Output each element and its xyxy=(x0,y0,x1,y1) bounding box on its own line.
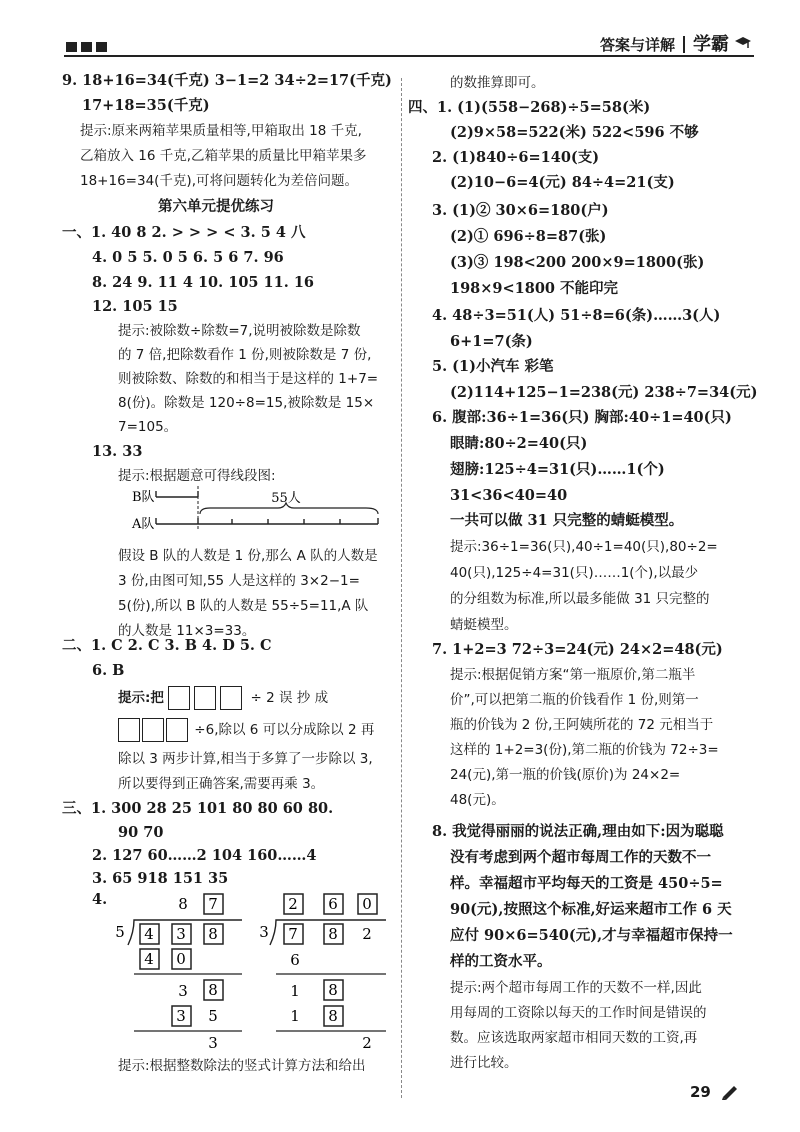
q6-hint-text-2: ÷6,除以 6 可以分成除以 2 再 xyxy=(194,722,375,738)
svg-text:8: 8 xyxy=(328,1007,338,1025)
s4-1b: (2)9×58=522(米) 522<596 不够 xyxy=(450,124,699,141)
q12-hint-3: 则被除数、除数的和相当于是这样的 1+7= xyxy=(118,371,379,387)
s4-8f: 样的工资水平。 xyxy=(450,953,552,970)
s4-1a: 四、1. (1)(558−268)÷5=58(米) xyxy=(408,99,651,116)
s4-5b: (2)114+125−1=238(元) 238÷7=34(元) xyxy=(450,384,758,401)
s4-8e: 应付 90×6=540(元),才与幸福超市保持一 xyxy=(450,927,733,944)
s4-6c: 翅膀:125÷4=31(只)……1(个) xyxy=(450,461,665,478)
people-label: 55人 xyxy=(271,491,301,506)
s4-6a: 6. 腹部:36÷1=36(只) 胸部:40÷1=40(只) xyxy=(432,409,732,426)
pencil-icon xyxy=(720,1082,740,1100)
s4-3a: 3. (1)② 30×6=180(户) xyxy=(432,202,609,219)
q8-hint-2: 用每周的工资除以每天的工作时间是错误的 xyxy=(450,1005,707,1021)
s4-6b: 眼睛:80÷2=40(只) xyxy=(450,435,588,452)
section-title: 第六单元提优练习 xyxy=(158,199,274,215)
q7-hint-5: 24(元),第一瓶的价钱(原价)为 24×2= xyxy=(450,767,681,783)
s1-line-4: 12. 105 15 xyxy=(92,298,178,315)
svg-text:8: 8 xyxy=(178,895,188,913)
svg-text:1: 1 xyxy=(290,1007,300,1025)
section-label: 答案与详解 xyxy=(600,36,676,54)
svg-text:2: 2 xyxy=(288,895,298,913)
q6r-hint-3: 的分组数为标准,所以最多能做 31 只完整的 xyxy=(450,591,710,607)
s3-line-1: 三、1. 300 28 25 101 80 80 60 80. xyxy=(62,800,334,817)
q7-hint-6: 48(元)。 xyxy=(450,792,505,808)
s1-line-3: 8. 24 9. 11 4 10. 105 11. 16 xyxy=(92,274,315,291)
q13-expl-1: 假设 B 队的人数是 1 份,那么 A 队的人数是 xyxy=(118,548,378,564)
s3-line-3: 2. 127 60……2 104 160……4 xyxy=(92,847,317,864)
final-hint: 提示:根据整数除法的竖式计算方法和给出 xyxy=(118,1058,366,1074)
s2-line-1: 二、1. C 2. C 3. B 4. D 5. C xyxy=(62,637,272,654)
s4-3c: (3)③ 198<200 200×9=1800(张) xyxy=(450,254,705,271)
q12-hint-2: 的 7 倍,把除数看作 1 份,则被除数是 7 份, xyxy=(118,347,372,363)
svg-text:5: 5 xyxy=(208,1007,218,1025)
q6-hint-3: 除以 3 两步计算,相当于多算了一步除以 3, xyxy=(118,751,373,767)
svg-text:0: 0 xyxy=(362,895,372,913)
q13-hint: 提示:根据题意可得线段图: xyxy=(118,468,276,484)
s4-8c: 样。幸福超市平均每天的工资是 450÷5= xyxy=(450,875,723,892)
q13-expl-3: 5(份),所以 B 队的人数是 55÷5=11,A 队 xyxy=(118,598,369,614)
svg-text:3: 3 xyxy=(176,1007,186,1025)
svg-text:8: 8 xyxy=(328,925,338,943)
svg-text:3: 3 xyxy=(259,923,269,941)
q9-hint-2: 乙箱放入 16 千克,乙箱苹果的质量比甲箱苹果多 xyxy=(80,148,367,164)
q9-hint-3: 18+16=34(千克),可将问题转化为差倍问题。 xyxy=(80,173,358,189)
page-number: 29 xyxy=(690,1082,740,1101)
q6-hint-4: 所以要得到正确答案,需要再乘 3。 xyxy=(118,776,325,792)
svg-text:7: 7 xyxy=(288,925,298,943)
q13-expl-2: 3 份,由图可知,55 人是这样的 3×2−1= xyxy=(118,573,360,589)
s4-2a: 2. (1)840÷6=140(支) xyxy=(432,149,600,166)
q13-expl-4: 的人数是 11×3=33。 xyxy=(118,623,256,639)
q6r-hint-1: 提示:36÷1=36(只),40÷1=40(只),80÷2= xyxy=(450,539,718,555)
q7-hint-1: 提示:根据促销方案“第一瓶原价,第二瓶半 xyxy=(450,667,696,683)
s4-3d: 198×9<1800 不能印完 xyxy=(450,280,619,297)
svg-text:2: 2 xyxy=(362,925,372,943)
q6r-hint-2: 40(只),125÷4=31(只)……1(个),以最少 xyxy=(450,565,699,581)
svg-text:8: 8 xyxy=(208,981,218,999)
q13-answer: 13. 33 xyxy=(92,443,143,460)
svg-text:3: 3 xyxy=(208,1034,218,1050)
s4-4a: 4. 48÷3=51(人) 51÷8=6(条)……3(人) xyxy=(432,307,721,324)
s3-line-2: 90 70 xyxy=(118,824,164,841)
q12-hint-5: 7=105。 xyxy=(118,419,178,435)
s2-line-2: 6. B xyxy=(92,662,125,679)
s4-2b: (2)10−6=4(元) 84÷4=21(支) xyxy=(450,174,675,191)
q7-hint-4: 这样的 1+2=3(份),第二瓶的价钱为 72÷3= xyxy=(450,742,719,758)
svg-text:3: 3 xyxy=(176,925,186,943)
svg-text:3: 3 xyxy=(178,982,188,1000)
q7-hint-3: 瓶的价钱为 2 份,王阿姨所花的 72 元相当于 xyxy=(450,717,714,733)
svg-text:1: 1 xyxy=(290,982,300,1000)
team-b-label: B队 xyxy=(132,490,155,505)
q7-hint-2: 价”,可以把第二瓶的价钱看作 1 份,则第一 xyxy=(450,692,699,708)
s3-line-5: 4. xyxy=(92,891,108,908)
q6r-hint-4: 蜻蜓模型。 xyxy=(450,617,518,633)
q6-hint-text-1: ÷ 2 误 抄 成 xyxy=(250,690,329,706)
team-a-label: A队 xyxy=(132,517,155,532)
q6-hint-label: 提示:把 xyxy=(118,690,164,706)
q9-hint-1: 提示:原来两箱苹果质量相等,甲箱取出 18 千克, xyxy=(80,123,362,139)
q8-hint-3: 数。应该选取两家超市相同天数的工资,再 xyxy=(450,1030,698,1046)
s4-8b: 没有考虑到两个超市每周工作的天数不一 xyxy=(450,849,711,866)
s1-line-2: 4. 0 5 5. 0 5 6. 5 6 7. 96 xyxy=(92,249,284,266)
q12-hint-1: 提示:被除数÷除数=7,说明被除数是除数 xyxy=(118,323,361,339)
q12-hint-4: 8(份)。除数是 120÷8=15,被除数是 15× xyxy=(118,395,375,411)
q9-answer-2: 17+18=35(千克) xyxy=(82,97,210,114)
svg-text:2: 2 xyxy=(362,1034,372,1050)
s4-4b: 6+1=7(条) xyxy=(450,333,533,350)
s4-6e: 一共可以做 31 只完整的蜻蜓模型。 xyxy=(450,512,684,529)
cont-text: 的数推算即可。 xyxy=(450,75,545,91)
s4-7: 7. 1+2=3 72÷3=24(元) 24×2=48(元) xyxy=(432,641,723,658)
q8-hint-4: 进行比较。 xyxy=(450,1055,518,1071)
s1-line-1: 一、1. 40 8 2. > > > < 3. 5 4 八 xyxy=(62,224,306,241)
s4-8a: 8. 我觉得丽丽的说法正确,理由如下:因为聪聪 xyxy=(432,823,724,840)
s4-5a: 5. (1)小汽车 彩笔 xyxy=(432,358,554,375)
q9-answer: 9. 18+16=34(千克) 3−1=2 34÷2=17(千克) xyxy=(62,72,392,89)
s4-6d: 31<36<40=40 xyxy=(450,487,568,504)
s4-8d: 90(元),按照这个标准,好运来超市工作 6 天 xyxy=(450,901,732,918)
svg-text:6: 6 xyxy=(328,895,338,913)
s4-3b: (2)① 696÷8=87(张) xyxy=(450,228,607,245)
svg-text:0: 0 xyxy=(176,950,186,968)
svg-text:8: 8 xyxy=(328,981,338,999)
s3-line-4: 3. 65 918 151 35 xyxy=(92,870,229,887)
svg-text:8: 8 xyxy=(208,925,218,943)
svg-text:7: 7 xyxy=(208,895,218,913)
svg-text:5: 5 xyxy=(115,923,125,941)
brand-logo: 学霸 xyxy=(693,34,730,55)
svg-text:4: 4 xyxy=(144,925,154,943)
q8-hint-1: 提示:两个超市每周工作的天数不一样,因此 xyxy=(450,980,702,996)
svg-text:6: 6 xyxy=(290,951,300,969)
svg-text:4: 4 xyxy=(144,950,154,968)
